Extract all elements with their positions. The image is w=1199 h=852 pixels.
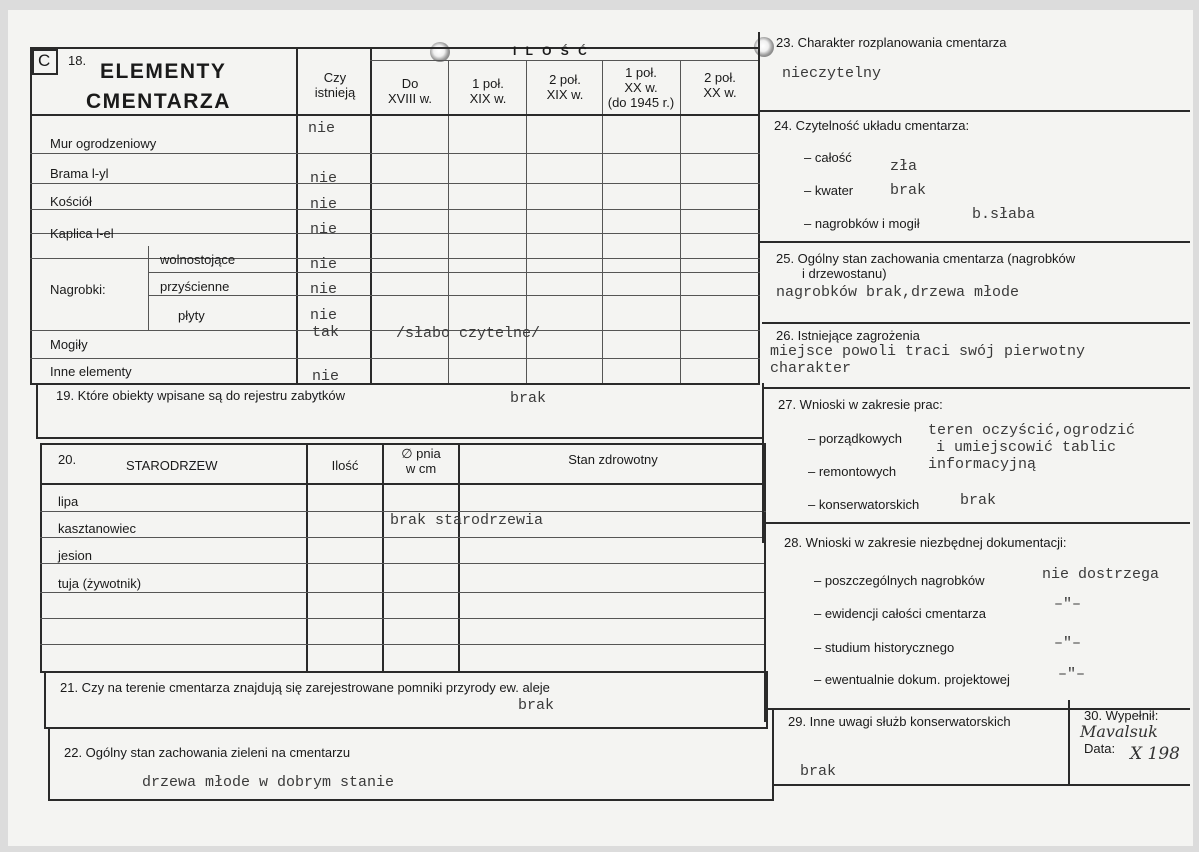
- s20-col-pnia: ∅ pnia w cm: [401, 446, 441, 476]
- row-plyty-label: płyty: [178, 308, 205, 323]
- s28-nagrobkow-label: – poszczególnych nagrobków: [814, 573, 985, 588]
- s23-value: nieczytelny: [782, 65, 882, 82]
- row-inne-value: nie: [312, 368, 340, 385]
- row-przyscienne-value: nie: [310, 281, 338, 298]
- s20-row-lipa: lipa: [58, 494, 79, 509]
- s27-label: 27. Wnioski w zakresie prac:: [778, 397, 943, 412]
- s24-label: 24. Czytelność układu cmentarza:: [774, 118, 970, 133]
- punch-hole-left: [430, 42, 450, 62]
- row-mur-label: Mur ogrodzeniowy: [50, 136, 157, 151]
- col-1pol-xx: 1 poł. XX w. (do 1945 r.): [607, 65, 675, 110]
- row-kosciol-value: nie: [310, 196, 338, 213]
- row-mogily-value: tak: [312, 324, 340, 341]
- row-mur-value: nie: [308, 120, 336, 137]
- s29-label: 29. Inne uwagi służb konserwatorskich: [788, 714, 1011, 729]
- s21-value: brak: [518, 697, 555, 714]
- s22-value: drzewa młode w dobrym stanie: [142, 774, 395, 791]
- s26-value-line1: miejsce powoli traci swój pierwotny: [770, 343, 1086, 360]
- s26-label: 26. Istniejące zagrożenia: [776, 328, 920, 343]
- row-przyscienne-label: przyścienne: [160, 279, 230, 294]
- s28-ewidencji-value: –"–: [1054, 596, 1082, 613]
- s30-signature: Mavalsuk: [1080, 722, 1158, 741]
- section-letter: C: [38, 51, 51, 70]
- s27-porz-label: – porządkowych: [808, 431, 902, 446]
- s25-value: nagrobków brak,drzewa młode: [776, 284, 1020, 301]
- s24-calosc-label: – całość: [804, 150, 852, 165]
- s27-konserw-value: brak: [960, 492, 997, 509]
- col-2pol-xix: 2 poł. XIX w.: [546, 72, 584, 102]
- s27-porz-value-line2: i umiejscowić tablic: [936, 439, 1117, 456]
- s20-title: STARODRZEW: [126, 458, 218, 473]
- section-18-title-line2: CMENTARZA: [86, 90, 231, 113]
- s20-row-kasztanowiec: kasztanowiec: [58, 521, 137, 536]
- row-plyty-value: nie: [310, 307, 338, 324]
- row-mogily-note: /słabo czytelne/: [396, 325, 541, 342]
- s30-date-value: X 198: [1130, 744, 1180, 764]
- s20-number: 20.: [58, 452, 77, 467]
- s28-nagrobkow-value: nie dostrzega: [1042, 566, 1160, 583]
- s28-ewidencji-label: – ewidencji całości cmentarza: [814, 606, 986, 621]
- col-do-xviii: Do XVIII w.: [387, 76, 433, 106]
- row-brama-value: nie: [310, 170, 338, 187]
- s25-label-line1: 25. Ogólny stan zachowania cmentarza (nagrobków: [776, 251, 1076, 266]
- s26-value-line2: charakter: [770, 360, 852, 377]
- s27-konserw-label: – konserwatorskich: [808, 497, 920, 512]
- row-inne-label: Inne elementy: [50, 364, 132, 379]
- s28-studium-label: – studium historycznego: [814, 640, 955, 655]
- s27-remont-value: informacyjną: [928, 456, 1037, 473]
- s30-label: 30. Wypełnił:: [1084, 708, 1159, 723]
- s28-label: 28. Wnioski w zakresie niezbędnej dokumentacji:: [784, 535, 1067, 550]
- inventory-card: [8, 10, 1193, 846]
- s28-projektowej-value: –"–: [1058, 666, 1086, 683]
- s28-projektowej-label: – ewentualnie dokum. projektowej: [814, 672, 1010, 687]
- s30-date-label: Data:: [1084, 741, 1116, 756]
- s20-col-stan: Stan zdrowotny: [568, 452, 658, 467]
- s20-row-jesion: jesion: [58, 548, 92, 563]
- s24-kwater-value: brak: [890, 182, 927, 199]
- s24-calosc-value: zła: [890, 158, 918, 175]
- section-18-number: 18.: [68, 53, 87, 68]
- row-wolnostojace-label: wolnostojące: [160, 252, 236, 267]
- row-brama-label: Brama l-yl: [50, 166, 109, 181]
- s19-label: 19. Które obiekty wpisane są do rejestru zabytków: [56, 388, 346, 403]
- s24-nagrobkow-value: b.słaba: [972, 206, 1036, 223]
- s28-studium-value: –"–: [1054, 635, 1082, 652]
- row-wolnostojace-value: nie: [310, 256, 338, 273]
- s22-label: 22. Ogólny stan zachowania zieleni na cmentarzu: [64, 745, 351, 760]
- s20-row-tuja: tuja (żywotnik): [58, 576, 142, 591]
- s19-value: brak: [510, 390, 547, 407]
- col-2pol-xx: 2 poł. XX w.: [703, 70, 737, 100]
- s24-kwater-label: – kwater: [804, 183, 854, 198]
- row-kosciol-label: Kościół: [50, 194, 92, 209]
- s29-value: brak: [800, 763, 837, 780]
- s27-remont-label: – remontowych: [808, 464, 897, 479]
- s21-label: 21. Czy na terenie cmentarza znajdują się zarejestrowane pomniki przyrody ew. aleje: [60, 680, 550, 695]
- row-kaplica-label: Kaplica l-el: [50, 226, 114, 241]
- col-1pol-xix: 1 poł. XIX w.: [469, 76, 507, 106]
- s20-col-ilosc: Ilość: [331, 458, 359, 473]
- col-ilosc-header: I L O Ś Ć: [513, 44, 590, 58]
- s24-nagrobkow-label: – nagrobków i mogił: [804, 216, 920, 231]
- col-czy-istnieja: Czy istnieją: [314, 70, 356, 100]
- section-18-title-line1: ELEMENTY: [100, 60, 227, 83]
- row-kaplica-value: nie: [310, 221, 338, 238]
- s23-label: 23. Charakter rozplanowania cmentarza: [776, 35, 1007, 50]
- s20-value: brak starodrzewia: [390, 512, 544, 529]
- row-nagrobki-label: Nagrobki:: [50, 282, 106, 297]
- s27-porz-value-line1: teren oczyścić,ogrodzić: [928, 422, 1136, 439]
- row-mogily-label: Mogiły: [50, 337, 88, 352]
- s25-label-line2: i drzewostanu): [802, 266, 887, 281]
